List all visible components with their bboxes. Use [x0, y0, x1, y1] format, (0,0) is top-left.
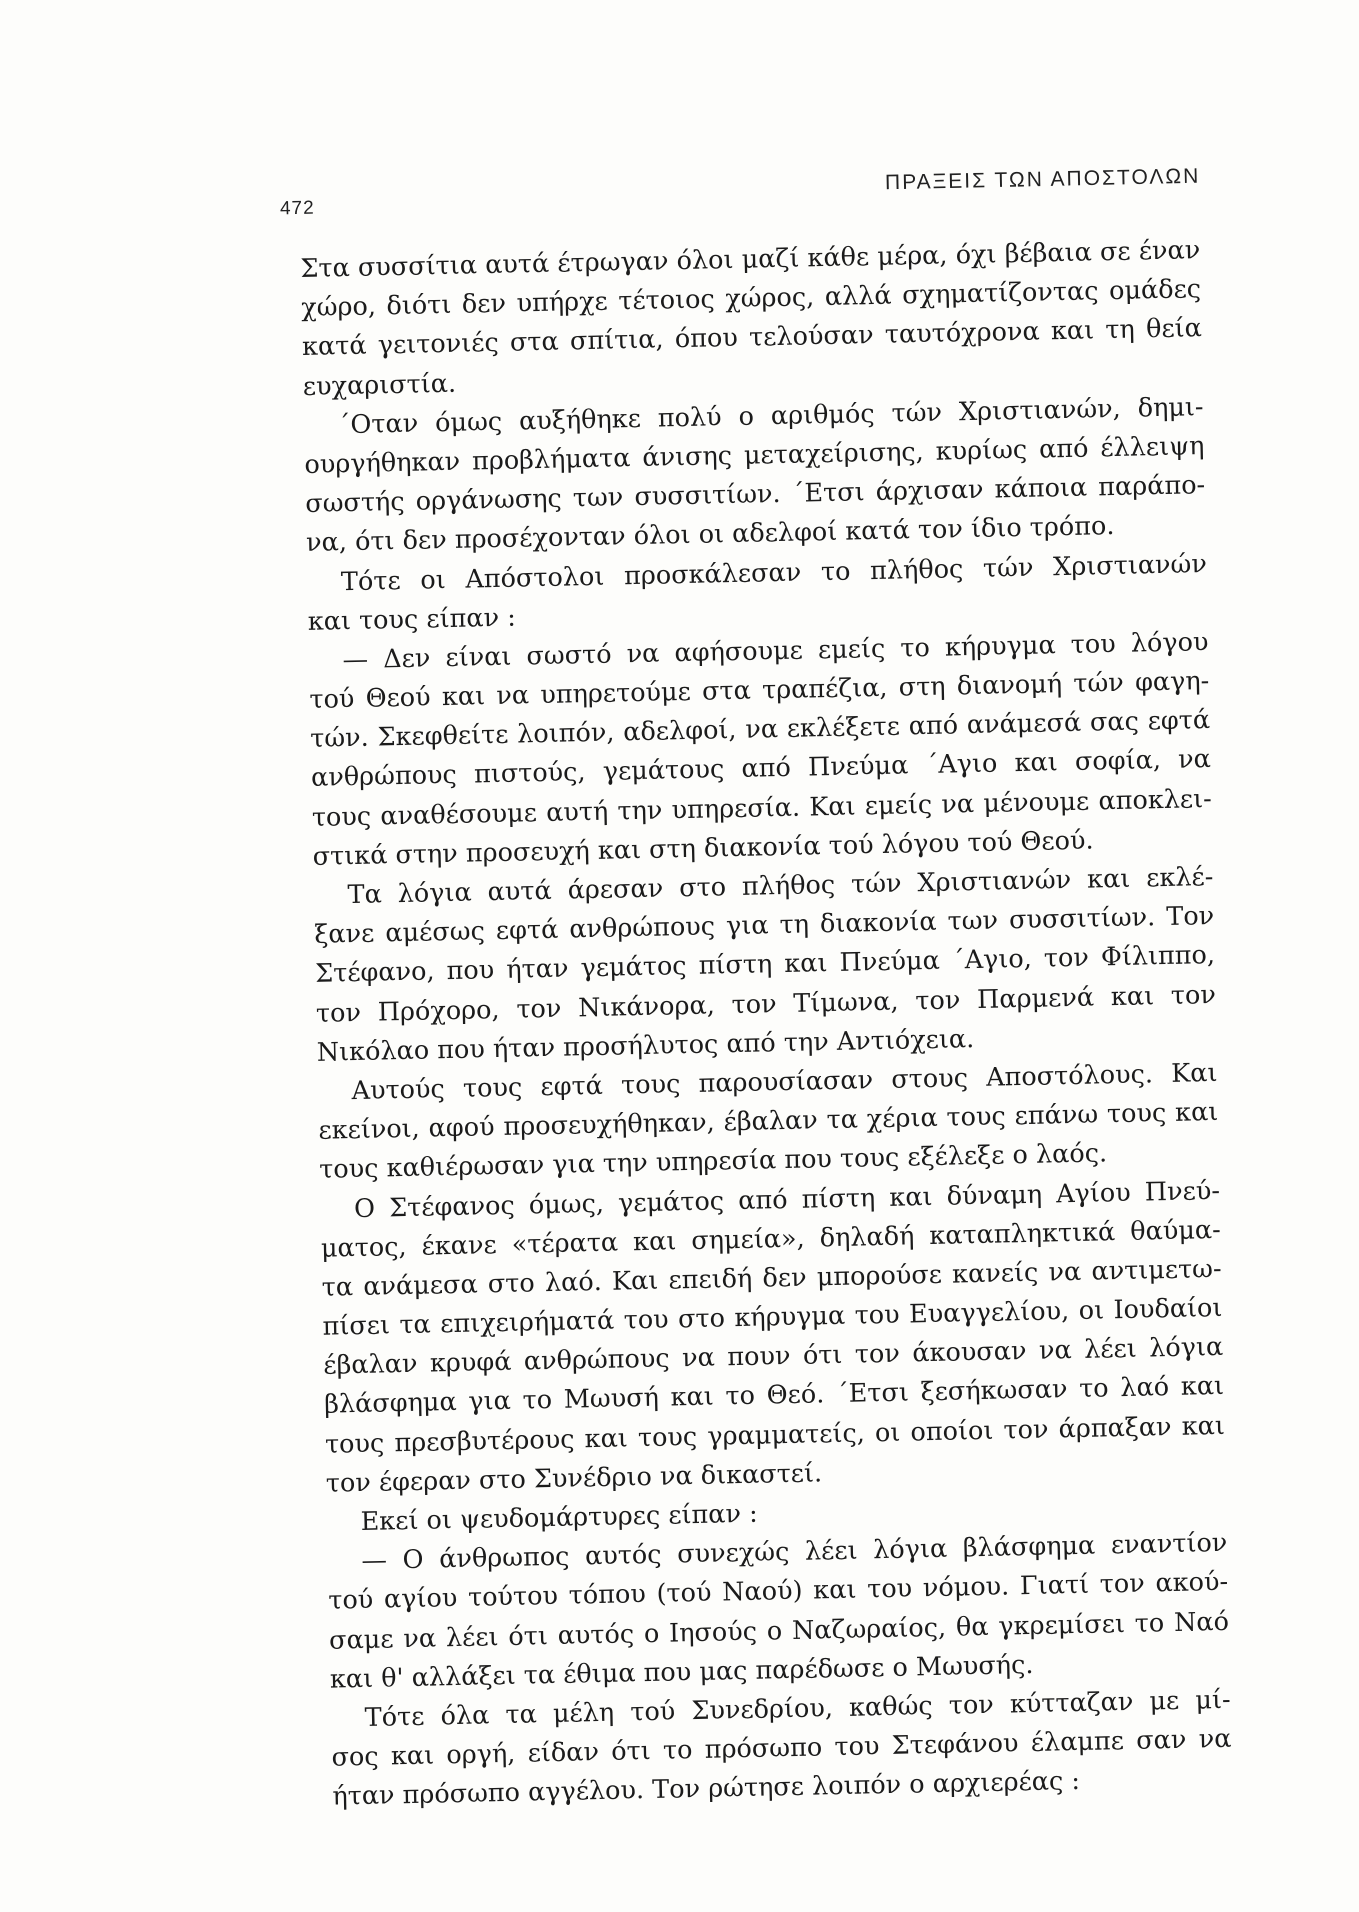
text-line: Ο Στέφανος όμως, γεμάτος από πίστη και δύναμη Αγίου Πνεύ-: [353, 1175, 1221, 1224]
text-line: — Δεν είναι σωστό να αφήσουμε εμείς το κήρυγμα του λόγου: [342, 626, 1209, 676]
text-line: ανθρώπους πιστούς, γεμάτους από Πνεύμα ΄Αγιο και σοφία, να: [310, 744, 1212, 794]
text-line: στικά στην προσευχή και στη διακονία τού λόγου τού Θεού.: [312, 825, 1094, 872]
text-line: ουργήθηκαν προβλήματα άνισης μεταχείρισης, κυρίως από έλλειψη: [304, 431, 1205, 480]
text-line: βλάσφημα για το Μωυσή και το Θεό. ΄Ετσι ξεσήκωσαν το λαό και: [323, 1371, 1225, 1421]
text-line: Νικόλαο που ήταν προσήλυτος από την Αντιόχεια.: [316, 1023, 975, 1068]
text-line: τών. Σκεφθείτε λοιπόν, αδελφοί, να εκλέξετε από ανάμεσά σας εφτά: [309, 705, 1211, 755]
text-line: Τα λόγια αυτά άρεσαν στο πλήθος τών Χριστιανών και εκλέ-: [347, 862, 1214, 911]
text-line: ευχαριστία.: [302, 368, 457, 402]
text-line: — Ο άνθρωπος αυτός συνεχώς λέει λόγια βλάσφημα εναντίον: [361, 1528, 1228, 1577]
text-line: Στα συσσίτια αυτά έτρωγαν όλοι μαζί κάθε μέρα, όχι βέβαια σε έναν: [300, 235, 1201, 284]
body-text: [300, 231, 1233, 1817]
text-line: εκείνοι, αφού προσευχήθηκαν, έβαλαν τα χέρια τους επάνω τους και: [318, 1097, 1219, 1146]
page-header: [279, 164, 1201, 220]
text-line: και τους είπαν :: [307, 602, 517, 637]
text-line: Στέφανο, που ήταν γεμάτος πίστη και Πνεύμα ΄Αγιο, τον Φίλιππο,: [314, 940, 1216, 990]
running-title: ΠΡΑΞΕΙΣ ΤΩΝ ΑΠΟΣΤΟΛΩΝ: [884, 164, 1201, 195]
text-line: πίσει τα επιχειρήματά του στο κήρυγμα του Ευαγγελίου, οι Ιουδαίοι: [322, 1292, 1223, 1342]
text-line: Αυτούς τους εφτά τους παρουσίασαν στους Αποστόλους. Και: [351, 1057, 1218, 1107]
text-line: ήταν πρόσωπο αγγέλου. Τον ρώτησε λοιπόν ο αρχιερέας :: [332, 1766, 1081, 1812]
text-line: τους καθιέρωσαν για την υπηρεσία που τους εξέλεξε ο λαός.: [318, 1138, 1108, 1186]
text-line: τού αγίου τούτου τόπου (τού Ναού) και του νόμου. Γιατί τον ακού-: [327, 1567, 1229, 1617]
text-line: χώρο, διότι δεν υπήρχε τέτοιος χώρος, αλλά σχηματίζοντας ομάδες: [300, 274, 1202, 324]
text-line: και θ' αλλάξει τα έθιμα που μας παρέδωσε ο Μωυσής.: [329, 1649, 1034, 1695]
text-line: ΄Οταν όμως αυξήθηκε πολύ ο αριθμός τών Χριστιανών, δημι-: [337, 391, 1204, 440]
text-line: Εκεί οι ψευδομάρτυρες είπαν :: [360, 1498, 758, 1538]
text-line: τον Πρόχορο, τον Νικάνορα, τον Τίμωνα, τον Παρμενά και τον: [315, 979, 1217, 1029]
page-number: 472: [279, 197, 315, 220]
text-line: Τότε οι Απόστολοι προσκάλεσαν το πλήθος τών Χριστιανών: [340, 548, 1208, 597]
text-line: ματος, έκανε «τέρατα και σημεία», δηλαδή καταπληκτικά θαύμα-: [320, 1214, 1222, 1264]
text-line: Τότε όλα τα μέλη τού Συνεδρίου, καθώς τον κύτταζαν με μί-: [364, 1684, 1231, 1733]
text-line: σωστής οργάνωσης των συσσιτίων. ΄Ετσι άρχισαν κάποια παράπο-: [305, 470, 1206, 520]
text-line: έβαλαν κρυφά ανθρώπους να πουν ότι τον άκουσαν να λέει λόγια: [323, 1332, 1224, 1382]
text-line: τους πρεσβυτέρους και τους γραμματείς, οι οποίοι τον άρπαξαν και: [324, 1410, 1226, 1460]
text-line: κατά γειτονιές στα σπίτια, όπου τελούσαν ταυτόχρονα και τη θεία: [301, 313, 1203, 363]
text-line: σος και οργή, είδαν ότι το πρόσωπο του Στεφάνου έλαμπε σαν να: [331, 1723, 1232, 1773]
text-line: τους αναθέσουμε αυτή την υπηρεσία. Και εμείς να μένουμε αποκλει-: [311, 783, 1213, 833]
text-line: ξανε αμέσως εφτά ανθρώπους για τη διακονία των συσσιτίων. Τον: [314, 901, 1215, 951]
text-line: σαμε να λέει ότι αυτός ο Ιησούς ο Ναζωραίος, θα γκρεμίσει το Ναό: [328, 1606, 1230, 1656]
text-line: να, ότι δεν προσέχονταν όλοι οι αδελφοί κατά τον ίδιο τρόπο.: [305, 511, 1115, 559]
text-line: τού Θεού και να υπηρετούμε στα τραπέζια, στη διανομή τών φαγη-: [309, 666, 1210, 715]
text-line: τον έφεραν στο Συνέδριο να δικαστεί.: [325, 1458, 823, 1499]
text-line: τα ανάμεσα στο λαό. Και επειδή δεν μπορούσε κανείς να αντιμετω-: [321, 1253, 1222, 1303]
